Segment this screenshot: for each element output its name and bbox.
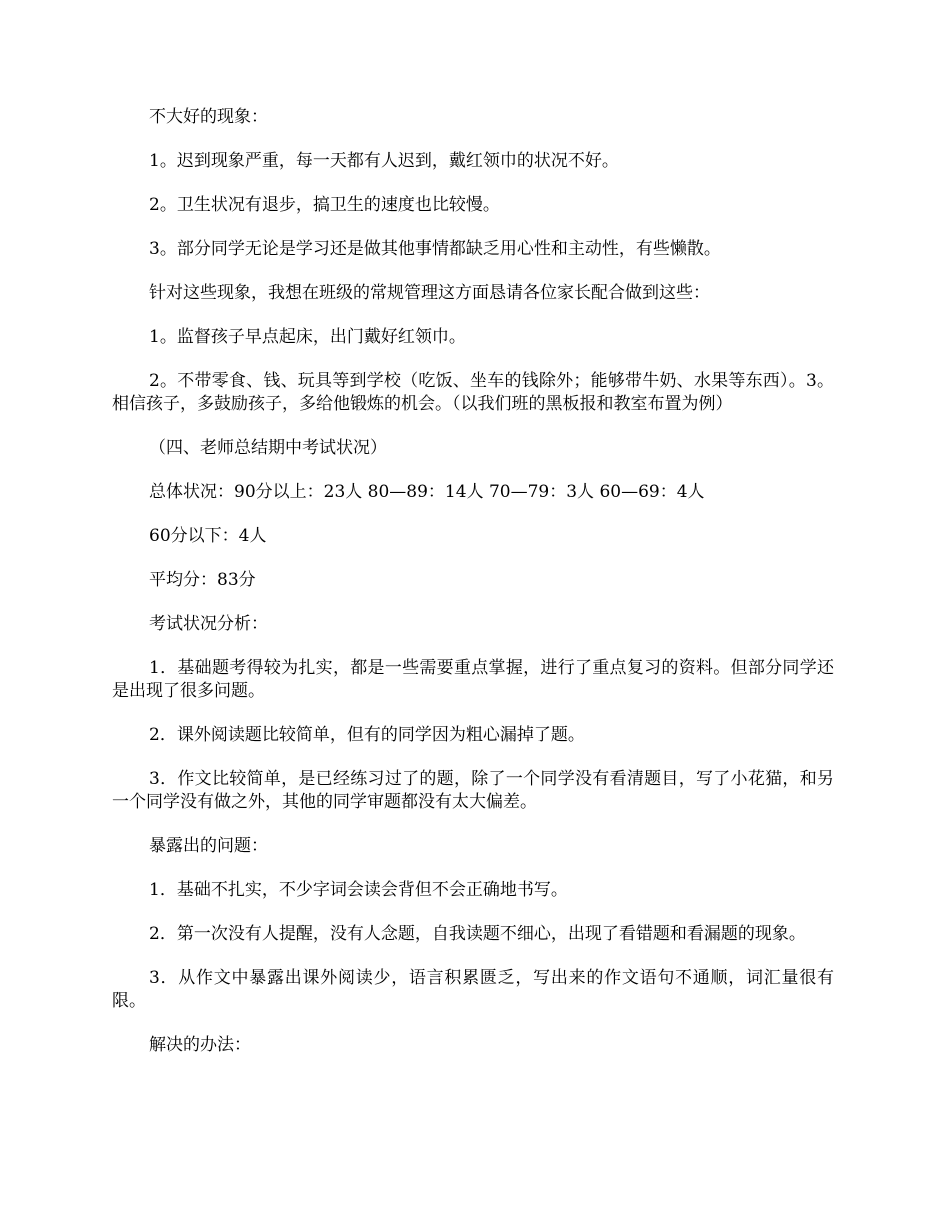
document-body [112,106,834,1078]
paragraph-bad-phenomena-heading: 不大好的现象： [149,107,268,127]
paragraph-initiative: 3。部分同学无论是学习还是做其他事情都缺乏用心性和主动性，有些懒散。 [149,239,721,259]
paragraph-exam-analysis-heading: 考试状况分析： [149,614,268,634]
paragraph-hygiene: 2。卫生状况有退步，搞卫生的速度也比较慢。 [149,195,500,215]
paragraph-problems-heading: 暴露出的问题： [149,836,268,856]
paragraph-section-four-heading: （四、老师总结期中考试状况） [149,438,387,458]
paragraph-composition-analysis: 3．作文比较简单，是已经练习过了的题，除了一个同学没有看清题目，写了小花猫，和另一个同学没有做之外，其他的同学审题都没有太大偏差。 [112,769,834,812]
paragraph-problem-basics: 1．基础不扎实，不少字词会读会背但不会正确地书写。 [149,880,568,900]
paragraph-overall-scores: 总体状况：90分以上：23人 80—89：14人 70—79：3人 60—69：4人 [149,482,705,502]
paragraph-below-sixty: 60分以下：4人 [149,526,267,546]
paragraph-wake-early: 1。监督孩子早点起床，出门戴好红领巾。 [149,327,466,347]
paragraph-average-score: 平均分：83分 [149,570,256,590]
paragraph-problem-careless: 2．第一次没有人提醒，没有人念题，自我读题不细心，出现了看错题和看漏题的现象。 [149,924,806,944]
paragraph-problem-reading: 3．从作文中暴露出课外阅读少，语言积累匮乏，写出来的作文语句不通顺，词汇量很有限。 [112,968,834,1011]
paragraph-no-snacks: 2。不带零食、钱、玩具等到学校（吃饭、坐车的钱除外；能够带牛奶、水果等东西）。3。相信孩子，多鼓励孩子，多给他锻炼的机会。（以我们班的黑板报和教室布置为例） [112,371,834,414]
paragraph-parent-request: 针对这些现象，我想在班级的常规管理这方面恳请各位家长配合做到这些： [149,283,710,303]
paragraph-lateness: 1。迟到现象严重，每一天都有人迟到，戴红领巾的状况不好。 [149,151,619,171]
paragraph-solutions-heading: 解决的办法： [149,1035,251,1055]
paragraph-basics-analysis: 1．基础题考得较为扎实，都是一些需要重点掌握，进行了重点复习的资料。但部分同学还是出现了很多问题。 [112,658,834,701]
paragraph-reading-analysis: 2．课外阅读题比较简单，但有的同学因为粗心漏掉了题。 [149,725,585,745]
